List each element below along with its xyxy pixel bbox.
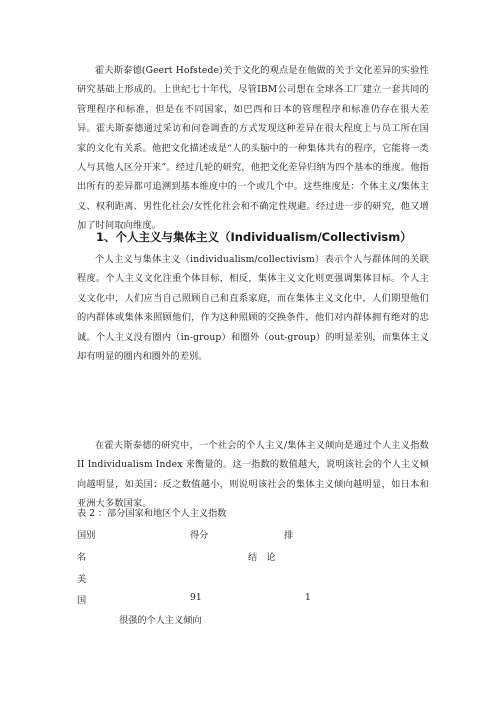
header-country: 国别	[77, 530, 96, 541]
section-heading: 1、个人主义与集体主义（Individualism/Collectivism）	[96, 230, 412, 244]
header-conclusion: 结 论	[248, 552, 276, 563]
individualism-paragraph: 个人主义与集体主义（individualism/collectivism）表示个人与群体间的关联程度。个人主义文化注重个体目标，相反，集体主义文化则更强调集体目标。个人主义文化中，人们应当自己照顾自己和直系家庭，而在集体主义文化中，人们期望他们的内群体或集体来照顾他们，作为这种照顾的交换条件，他们对内群体拥有绝对的忠诚。个人主义没有圈内（in-group）和圈外（out-group）的明显差别，而集体主义却有明显的圈内和圈外的差别。	[77, 254, 429, 363]
row-rank: 1	[305, 592, 311, 603]
header-score: 得分	[190, 530, 209, 541]
header-rank-part1: 排	[284, 530, 294, 541]
row-country-part2: 国	[77, 595, 87, 606]
intro-paragraph: 霍夫斯泰德(Geert Hofstede)关于文化的观点是在他做的关于文化差异的实验性研究基础上形成的。上世纪七十年代，尽管IBM公司想在全球各工厂建立一套共同的管理程序和标准，但是在不同国家，如巴西和日本的管理程序和标准仍存在很大差异。霍夫斯泰德通过采访和问卷调查的方式发现这种差异在很大程度上与员工所在国家的文化有关系。他把文化描述成是“人的头脑中的一种集体共有的程序，它能将一类人与其他人区分开来”。经过几轮的研究，他把文化差异归纳为四个基本的维度。他指出所有的差异都可追溯到基本维度中的一个或几个中。这些维度是：个体主义/集体主义、权利距离、男性化社会/女性化社会和不确定性规避。经过进一步的研究，他又增加了时间取向维度。	[77, 65, 429, 232]
table-caption: 表 2 ：部分国家和地区个人主义指数	[77, 508, 227, 519]
index-paragraph: 在霍夫斯泰德的研究中，一个社会的个人主义/集体主义倾向是通过个人主义指数II Individualism Index 来衡量的。这一指数的数值越大，说明该社会的个人主义倾向越明显，如美国；反之数值越小，则说明该社会的集体主义倾向越明显，如日本和亚洲大多数国家。	[77, 440, 429, 510]
header-rank-part2: 名	[77, 552, 87, 563]
row-country-part1: 美	[77, 574, 87, 585]
row-conclusion: 很强的个人主义倾向	[119, 615, 202, 626]
row-score: 91	[190, 592, 202, 603]
